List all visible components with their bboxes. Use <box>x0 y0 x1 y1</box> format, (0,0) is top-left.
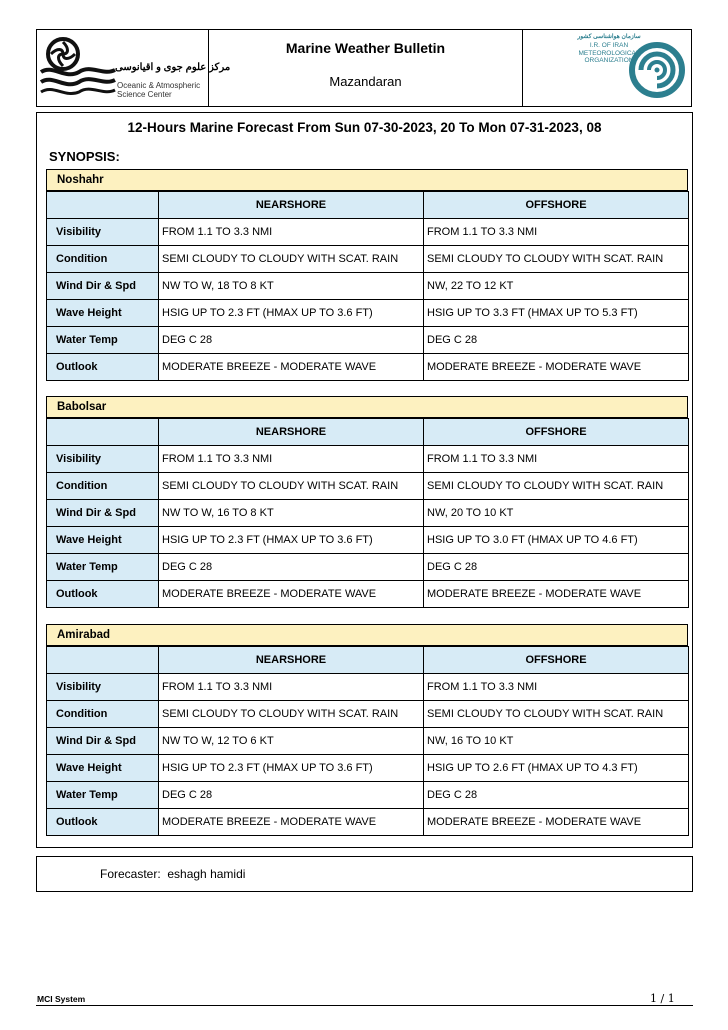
offshore-value: HSIG UP TO 2.6 FT (HMAX UP TO 4.3 FT) <box>424 755 689 782</box>
row-label: Condition <box>47 701 159 728</box>
nearshore-value: FROM 1.1 TO 3.3 NMI <box>159 219 424 246</box>
table-row <box>47 701 689 728</box>
nearshore-value: MODERATE BREEZE - MODERATE WAVE <box>159 581 424 608</box>
row-label: Water Temp <box>47 554 159 581</box>
row-label: Outlook <box>47 581 159 608</box>
region-name: Mazandaran <box>329 74 402 89</box>
row-label: Wave Height <box>47 300 159 327</box>
nearshore-value: MODERATE BREEZE - MODERATE WAVE <box>159 809 424 836</box>
table-row <box>47 327 689 354</box>
table-row <box>47 446 689 473</box>
nearshore-header: NEARSHORE <box>159 192 424 219</box>
table-row <box>47 809 689 836</box>
oasc-name-fa: مرکز علوم جوی و اقیانوسی <box>115 62 231 73</box>
nearshore-value: HSIG UP TO 2.3 FT (HMAX UP TO 3.6 FT) <box>159 755 424 782</box>
bulletin-title: Marine Weather Bulletin <box>285 40 446 56</box>
nearshore-value: HSIG UP TO 2.3 FT (HMAX UP TO 3.6 FT) <box>159 300 424 327</box>
offshore-value: MODERATE BREEZE - MODERATE WAVE <box>424 354 689 381</box>
nearshore-value: FROM 1.1 TO 3.3 NMI <box>159 446 424 473</box>
row-label: Wind Dir & Spd <box>47 500 159 527</box>
nearshore-value: NW TO W, 16 TO 8 KT <box>159 500 424 527</box>
forecast-table <box>46 418 689 608</box>
station-section-noshahr <box>46 169 688 381</box>
offshore-header: OFFSHORE <box>424 647 689 674</box>
table-row <box>47 354 689 381</box>
nearshore-value: FROM 1.1 TO 3.3 NMI <box>159 674 424 701</box>
forecaster-label: Forecaster: <box>100 867 161 881</box>
oasc-logo-cell <box>37 30 231 106</box>
offshore-value: DEG C 28 <box>424 782 689 809</box>
blank-header-cell <box>47 419 159 446</box>
offshore-value: SEMI CLOUDY TO CLOUDY WITH SCAT. RAIN <box>424 701 689 728</box>
offshore-value: HSIG UP TO 3.3 FT (HMAX UP TO 5.3 FT) <box>424 300 689 327</box>
irimo-logo-icon <box>627 34 687 102</box>
nearshore-value: MODERATE BREEZE - MODERATE WAVE <box>159 354 424 381</box>
page-number: 1 / 1 <box>650 992 675 1005</box>
table-row <box>47 527 689 554</box>
nearshore-value: NW TO W, 18 TO 8 KT <box>159 273 424 300</box>
offshore-value: NW, 20 TO 10 KT <box>424 500 689 527</box>
offshore-value: DEG C 28 <box>424 554 689 581</box>
nearshore-value: DEG C 28 <box>159 782 424 809</box>
oasc-name-en: Oceanic & Atmospheric Science Center <box>117 81 201 99</box>
nearshore-value: SEMI CLOUDY TO CLOUDY WITH SCAT. RAIN <box>159 701 424 728</box>
table-row <box>47 755 689 782</box>
row-label: Water Temp <box>47 327 159 354</box>
forecast-panel <box>36 112 693 848</box>
table-row <box>47 246 689 273</box>
table-row <box>47 219 689 246</box>
table-row <box>47 554 689 581</box>
offshore-value: MODERATE BREEZE - MODERATE WAVE <box>424 809 689 836</box>
station-section-babolsar <box>46 396 688 608</box>
row-label: Wind Dir & Spd <box>47 728 159 755</box>
forecaster-box <box>36 856 693 892</box>
system-name: MCI System <box>37 994 86 1004</box>
offshore-value: SEMI CLOUDY TO CLOUDY WITH SCAT. RAIN <box>424 473 689 500</box>
bulletin-header <box>36 29 692 107</box>
row-label: Outlook <box>47 809 159 836</box>
table-row <box>47 300 689 327</box>
offshore-header: OFFSHORE <box>424 192 689 219</box>
table-row <box>47 674 689 701</box>
footer-divider <box>36 1005 693 1006</box>
table-row <box>47 728 689 755</box>
table-row <box>47 782 689 809</box>
table-header-row <box>47 419 689 446</box>
table-row <box>47 500 689 527</box>
offshore-value: FROM 1.1 TO 3.3 NMI <box>424 219 689 246</box>
offshore-value: MODERATE BREEZE - MODERATE WAVE <box>424 581 689 608</box>
row-label: Outlook <box>47 354 159 381</box>
nearshore-value: SEMI CLOUDY TO CLOUDY WITH SCAT. RAIN <box>159 473 424 500</box>
row-label: Wave Height <box>47 527 159 554</box>
nearshore-header: NEARSHORE <box>159 647 424 674</box>
table-header-row <box>47 192 689 219</box>
offshore-value: FROM 1.1 TO 3.3 NMI <box>424 674 689 701</box>
station-name: Amirabad <box>46 624 688 646</box>
blank-header-cell <box>47 647 159 674</box>
forecaster-name: eshagh hamidi <box>167 867 246 881</box>
table-row <box>47 473 689 500</box>
blank-header-cell <box>47 192 159 219</box>
title-cell <box>209 30 523 106</box>
offshore-value: FROM 1.1 TO 3.3 NMI <box>424 446 689 473</box>
forecast-table <box>46 646 689 836</box>
offshore-value: NW, 22 TO 12 KT <box>424 273 689 300</box>
station-name: Noshahr <box>46 169 688 191</box>
station-name: Babolsar <box>46 396 688 418</box>
table-row <box>47 581 689 608</box>
offshore-value: NW, 16 TO 10 KT <box>424 728 689 755</box>
row-label: Condition <box>47 473 159 500</box>
irimo-logo-cell <box>523 30 691 106</box>
nearshore-header: NEARSHORE <box>159 419 424 446</box>
row-label: Condition <box>47 246 159 273</box>
row-label: Water Temp <box>47 782 159 809</box>
forecaster-line <box>100 867 245 881</box>
nearshore-value: SEMI CLOUDY TO CLOUDY WITH SCAT. RAIN <box>159 246 424 273</box>
offshore-value: DEG C 28 <box>424 327 689 354</box>
row-label: Wave Height <box>47 755 159 782</box>
offshore-value: SEMI CLOUDY TO CLOUDY WITH SCAT. RAIN <box>424 246 689 273</box>
nearshore-value: DEG C 28 <box>159 554 424 581</box>
nearshore-value: HSIG UP TO 2.3 FT (HMAX UP TO 3.6 FT) <box>159 527 424 554</box>
irimo-name-fa: سازمان هواشناسی کشور <box>577 34 641 40</box>
station-section-amirabad <box>46 624 688 836</box>
row-label: Visibility <box>47 446 159 473</box>
row-label: Visibility <box>47 219 159 246</box>
nearshore-value: DEG C 28 <box>159 327 424 354</box>
table-row <box>47 273 689 300</box>
row-label: Wind Dir & Spd <box>47 273 159 300</box>
oasc-logo-icon <box>39 36 119 100</box>
synopsis-label: SYNOPSIS: <box>49 149 120 164</box>
irimo-name-en: I.R. OF IRAN METEOROLOGICAL ORGANIZATION <box>578 42 640 64</box>
offshore-value: HSIG UP TO 3.0 FT (HMAX UP TO 4.6 FT) <box>424 527 689 554</box>
table-header-row <box>47 647 689 674</box>
row-label: Visibility <box>47 674 159 701</box>
forecast-title: 12-Hours Marine Forecast From Sun 07-30-2023, 20 To Mon 07-31-2023, 08 <box>127 120 602 135</box>
offshore-header: OFFSHORE <box>424 419 689 446</box>
nearshore-value: NW TO W, 12 TO 6 KT <box>159 728 424 755</box>
forecast-table <box>46 191 689 381</box>
